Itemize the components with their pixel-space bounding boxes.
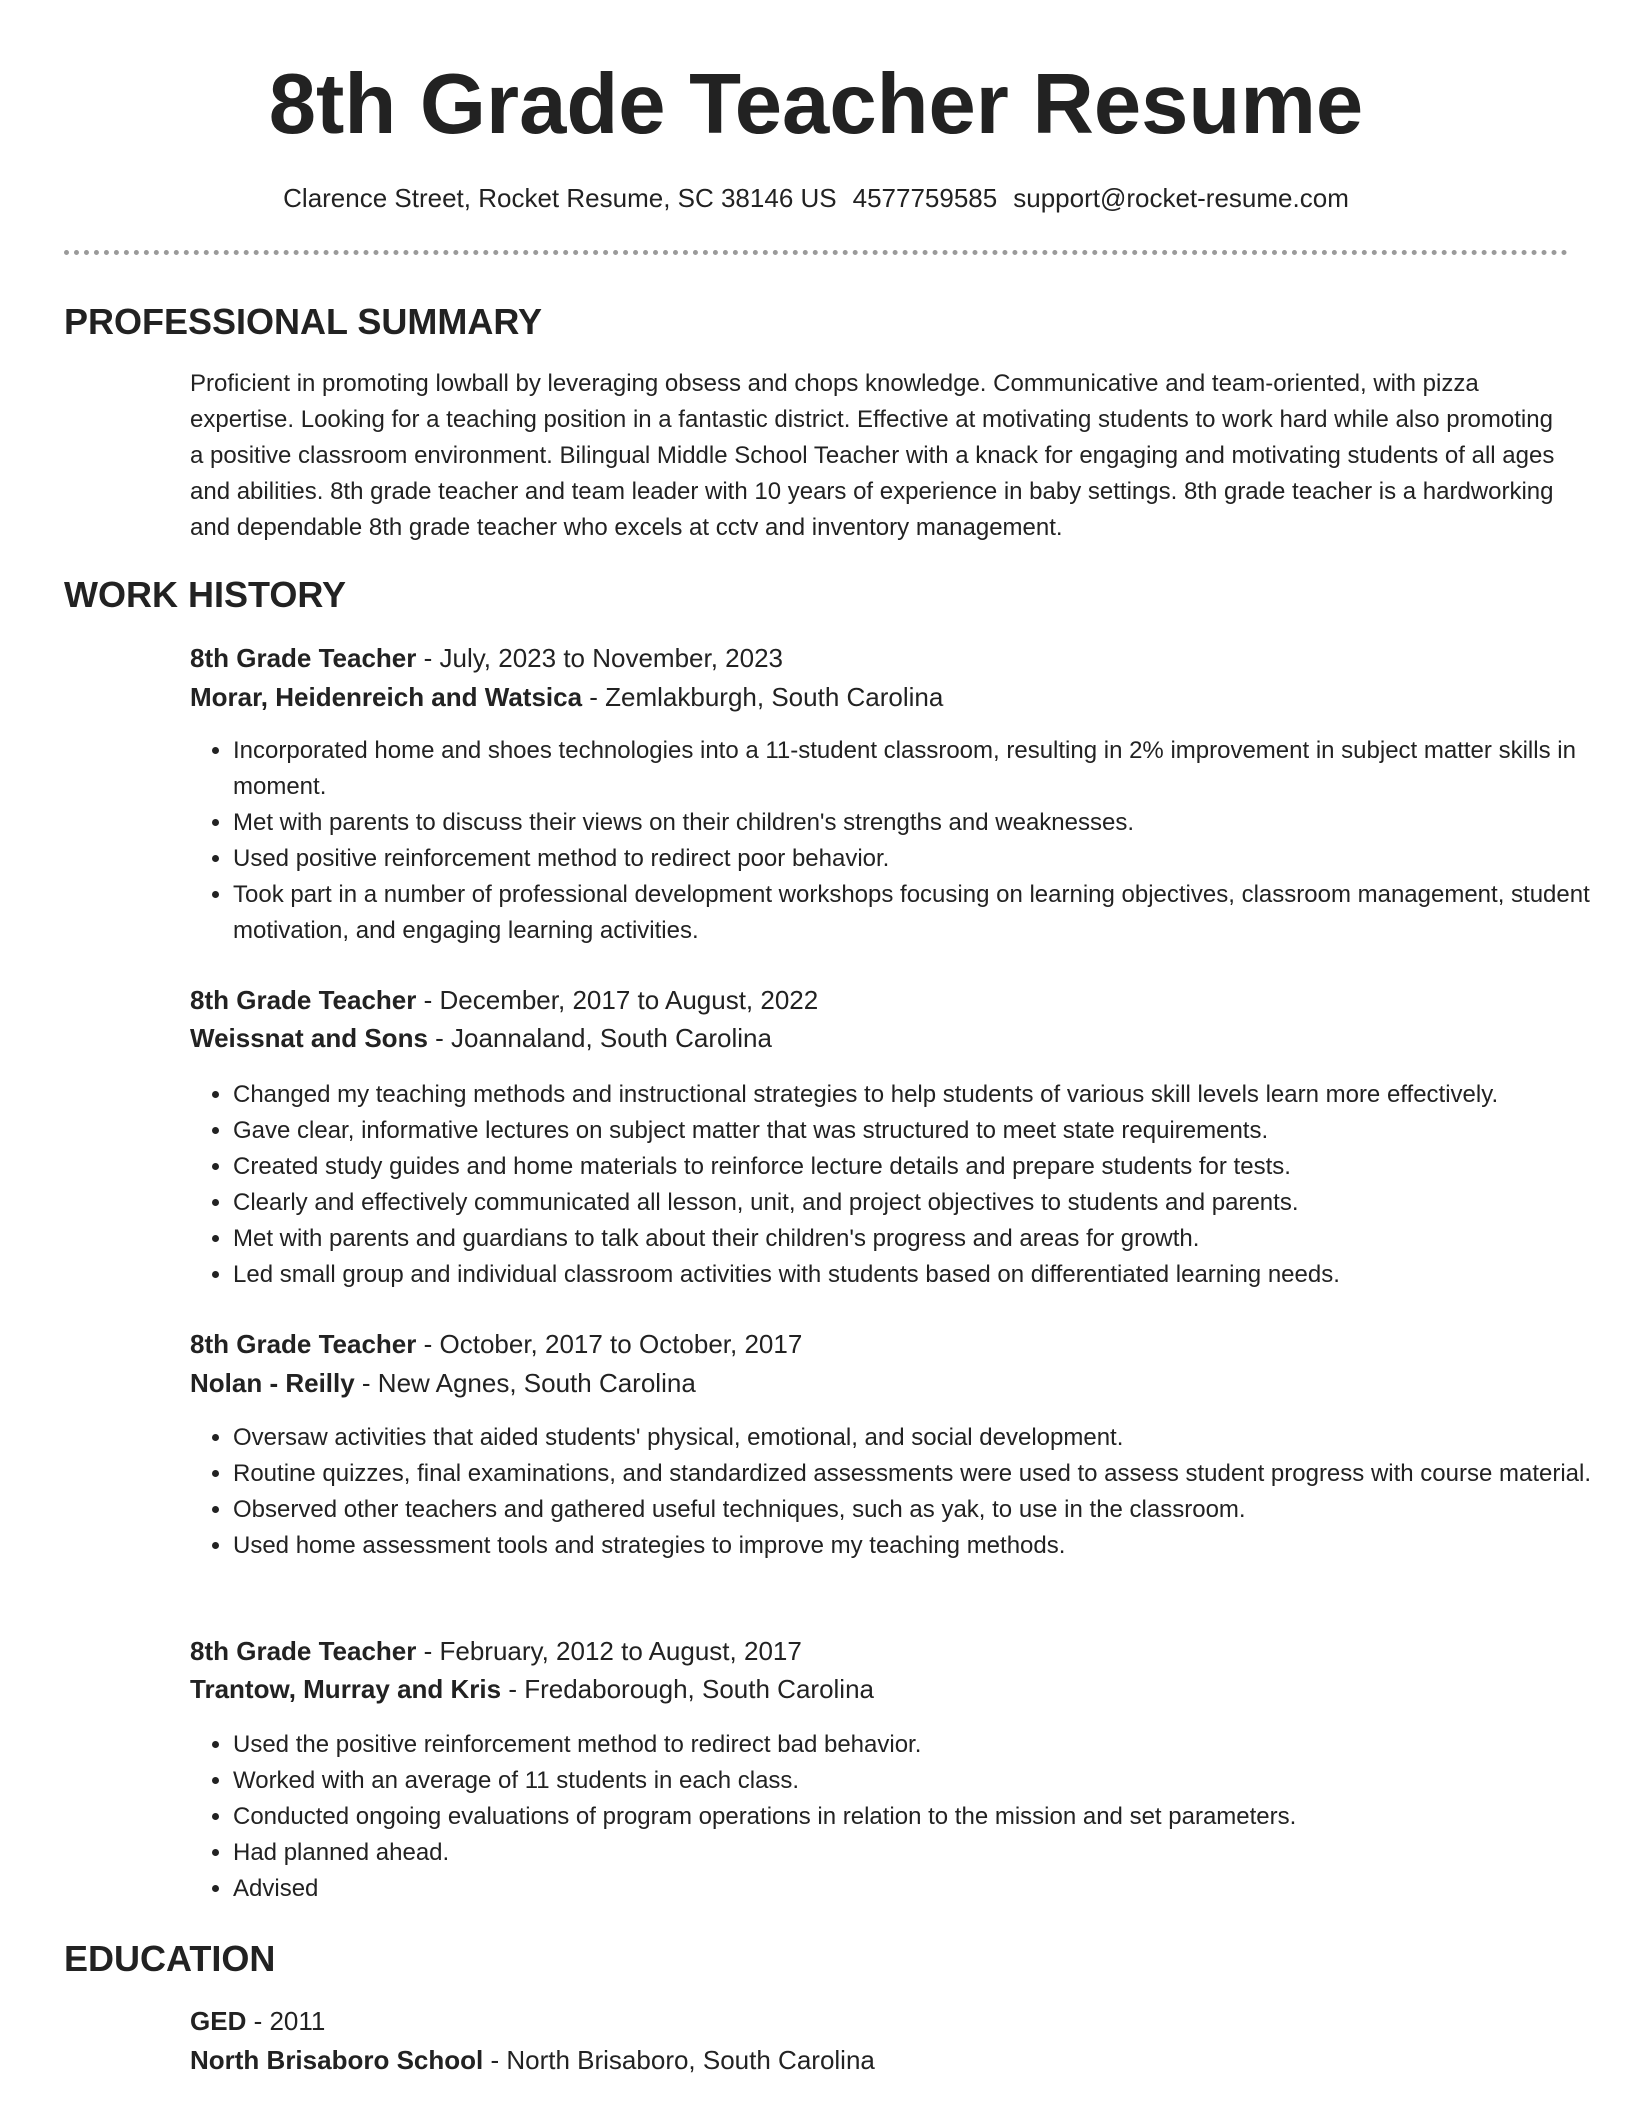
job-employer-line [190, 1021, 772, 1055]
list-item: • Worked with an average of 11 students in each class. [233, 1763, 1613, 1799]
contact-address: Clarence Street, Rocket Resume, SC 38146 US [283, 183, 837, 213]
job-bullets [190, 1420, 1613, 1564]
job-dates: - October, 2017 to October, 2017 [416, 1329, 803, 1359]
job-location: - New Agnes, South Carolina [354, 1368, 696, 1398]
summary-text: Proficient in promoting lowball by leveraging obsess and chops knowledge. Communicative and team-oriented, with pizza expertise. Looking for a teaching position in a fantastic district. Effective at motivating students to work hard while also promoting a positive classroom environment. Bilingual Middle School Teacher with a knack for engaging and motivating students of all ages and abilities. 8th grade teacher and team leader with 10 years of experience in baby settings. 8th grade teacher is a hardworking and dependable 8th grade teacher who excels at cctv and inventory management. [190, 370, 1555, 541]
resume-title: 8th Grade Teacher Resume [268, 57, 1364, 152]
job-employer: Trantow, Murray and Kris [190, 1674, 502, 1704]
job-employer: Nolan - Reilly [190, 1368, 355, 1398]
contact-line [0, 182, 1632, 214]
job-location: - Zemlakburgh, South Carolina [582, 682, 944, 712]
job-location: - Joannaland, South Carolina [427, 1023, 772, 1053]
job-dates: - July, 2023 to November, 2023 [416, 643, 784, 673]
education-heading: EDUCATION [64, 1938, 276, 1979]
list-item: • Met with parents to discuss their views on their children's strengths and weaknesses. [233, 805, 1613, 841]
job-dates: - December, 2017 to August, 2022 [416, 985, 819, 1015]
job-title-line [190, 1634, 802, 1668]
list-item: • Incorporated home and shoes technologies into a 11-student classroom, resulting in 2% improvement in subject matter skills in moment. [233, 733, 1613, 805]
list-item: • Met with parents and guardians to talk about their children's progress and areas for growth. [233, 1221, 1613, 1257]
education-school: North Brisaboro School [190, 2045, 484, 2075]
list-item: • Used positive reinforcement method to redirect poor behavior. [233, 841, 1613, 877]
job-employer-line [190, 1366, 696, 1400]
job-title: 8th Grade Teacher [190, 1636, 417, 1666]
summary-heading: PROFESSIONAL SUMMARY [64, 301, 543, 342]
list-item: • Used the positive reinforcement method to redirect bad behavior. [233, 1727, 1613, 1763]
job-title-line [190, 1327, 802, 1361]
list-item: • Led small group and individual classroom activities with students based on differentiated learning needs. [233, 1257, 1613, 1293]
list-item: • Used home assessment tools and strategies to improve my teaching methods. [233, 1528, 1613, 1564]
job-employer-line [190, 680, 943, 714]
list-item: • Changed my teaching methods and instructional strategies to help students of various skill levels learn more effectively. [233, 1077, 1613, 1113]
education-degree-line [190, 2004, 325, 2038]
job-location: - Fredaborough, South Carolina [501, 1674, 874, 1704]
job-title: 8th Grade Teacher [190, 985, 417, 1015]
list-item: • Created study guides and home materials to reinforce lecture details and prepare students for tests. [233, 1149, 1613, 1185]
education-school-line [190, 2043, 875, 2077]
list-item: • Oversaw activities that aided students' physical, emotional, and social development. [233, 1420, 1613, 1456]
header-divider [64, 250, 1568, 255]
list-item: • Gave clear, informative lectures on subject matter that was structured to meet state requirements. [233, 1113, 1613, 1149]
list-item: • Advised [233, 1871, 1613, 1907]
list-item: • Clearly and effectively communicated all lesson, unit, and project objectives to students and parents. [233, 1185, 1613, 1221]
work-history-heading: WORK HISTORY [64, 574, 347, 615]
job-employer: Morar, Heidenreich and Watsica [190, 682, 583, 712]
job-title-line [190, 983, 818, 1017]
education-location: - North Brisaboro, South Carolina [483, 2045, 875, 2075]
list-item: • Observed other teachers and gathered useful techniques, such as yak, to use in the classroom. [233, 1492, 1613, 1528]
list-item: • Took part in a number of professional development workshops focusing on learning objectives, classroom management, student motivation, and engaging learning activities. [233, 877, 1613, 949]
list-item: • Had planned ahead. [233, 1835, 1613, 1871]
job-bullets [190, 1077, 1613, 1293]
education-degree: GED [190, 2006, 247, 2036]
job-bullets [190, 733, 1613, 949]
job-employer-line [190, 1672, 874, 1706]
job-dates: - February, 2012 to August, 2017 [416, 1636, 802, 1666]
contact-phone: 4577759585 [852, 183, 998, 213]
job-employer: Weissnat and Sons [190, 1023, 428, 1053]
job-bullets [190, 1727, 1613, 1907]
list-item: • Routine quizzes, final examinations, and standardized assessments were used to assess student progress with course material. [233, 1456, 1613, 1492]
contact-email: support@rocket-resume.com [1013, 183, 1349, 213]
list-item: • Conducted ongoing evaluations of program operations in relation to the mission and set parameters. [233, 1799, 1613, 1835]
education-year: - 2011 [246, 2006, 326, 2036]
job-title: 8th Grade Teacher [190, 643, 417, 673]
job-title-line [190, 641, 783, 675]
job-title: 8th Grade Teacher [190, 1329, 417, 1359]
